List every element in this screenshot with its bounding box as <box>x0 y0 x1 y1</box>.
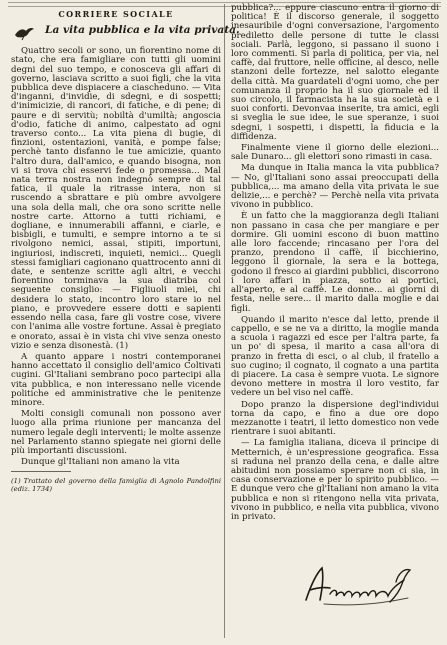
article-title: La vita pubblica e la vita privata. <box>45 24 240 37</box>
right-column <box>231 4 439 524</box>
right-paragraph-1: pubblica?... eppure ciascuno entra il giorno di politica! È il discorso generale, il soggetto inesauribile d'ogni conversazione, l'argomento prediletto delle persone di tutte le classi sociali. Parlà, leggono, si passano il suono i loro commenti. Si parla di politica, per via, nel caffè, dal fruttore, nelle officine, al desco, nelle stanzoni delle fortezze, nel salotto elegante della città. Ma guardateli d'ogni uomo, che per comunanza il proprio ha il suo giornale ed il suo circolo, il farmacista ha la sua società e i suoi conforti. Devonvaa inserite, tra amici, egli si sveglia le sue idee, le sue speranze, i suoi sdegni, i sospetti, i dispetti, la fiducia e la diffidenza. <box>231 3 439 142</box>
bird-ornament-icon <box>13 25 35 41</box>
left-paragraph-3: Molti consigli comunali non possono aver luogo alla prima riunione per mancanza del numero legale degli interventi; le molte assenze nel Parlamento stanno spiegate nei giorni delle più importanti discussioni. <box>11 409 221 456</box>
left-paragraph-2: A quanto appare i nostri contemporanei hanno accettato il consiglio dell'amico Coltivati cugini. Gl'Italiani sembrano poco partecipi alla vita pubblica, e non interessano nelle vicende politiche ed amministrative che le penitenze minore. <box>11 351 221 408</box>
section-label: CORRIERE SOCIALE <box>58 9 174 19</box>
left-paragraph-1: Quattro secoli or sono, un fiorentino nome di stato, che era famigliare con tutti gli uomini degni del suo tempo, e conosceva gli affari di governo, lasciava scritto a suoi figli, che la vita pubblica deve dispiacere a ciascheduno. — Vita d'inganni, d'invidie, di sdegni, e di sospetti; d'inimicizie, di rancori, di fatiche, e di pene; di paure e di servitù; nobiltà d'umiltà; angoscia d'odio, fatiche di animo, calpestato ad ogni traverso conto... La vita piena di bugie, di finzioni, ostentazioni, vanità, e pompe false; perchè tanto disfanno le tue amicizie, quanto l'altro dura, dall'amico, e quando bisogna, non vi si trova chi esservi fede o promessa... Mal nata terra nostra non indegnò sempre di tal fatica, il quale la ritrasse intera, non si ruscendo a sbrattare e più ombre avvolgere una sola della mali, che ora sono scritte nelle nostre carte. Attorno a tutti richiami, e dogliane, e innumerabili affanni, e ciarle, e bisbigli, e tumulti, e sempre intorno a te si rivolgono nemici, assai, stipiti, importuni, ingiuriosi, indiscreti, inquieti, nemici... Quegli stessi famigliari cagionano quattrocento anni di date, e sentenze scritte agli altri, e vecchi fiorentino torminava la sua diatriba col seguente consiglio: — Figliuoli miei, chi desidera lo stato, incontro loro stare io nel piano, e provvedere essere dotti e sapienti essendo nella casa, fare gli vostre cose, vivere con l'anima alle vostre fortune. Assai è pregiato e onorato, assai è in vista chi vive senza onesto vizio e senza disonestà. (1) <box>11 46 221 351</box>
right-paragraph-2: Finalmente viene il giorno delle elezioni... sale Dunaro... gli elettori sono rimasti in casa. <box>231 143 439 163</box>
right-paragraph-7: — La famiglia italiana, diceva il principe di Metternich, è un'espressione geografica. Essa si raduna nel pranzo della cena, e dalle altre abitudini non possiamo sperare non ci sia, in casa conservazione e per lo spirito pubblico. — E dunque vero che gl'Italiani non amano la vita pubblica e non si ritengono nella vita privata, vivono in pubblico, e nella vita pubblica, vivono in privato. <box>231 438 439 522</box>
right-paragraph-4: È un fatto che la maggioranza degli Italiani non passano in casa che per mangiare e per dormire. Gli uomini escono di buon mattino alle loro faccende; rincasano per l'ora del pranzo, prendono il caffè, il bicchierino, leggono il giornale, la sera e la bottega, godono il fresco ai giardini pubblici, discorrono i loro affari in piazza, sotto ai portici, all'aperto, e al caffè. Le donne... ai giorni di festa, nelle sere... il marito dalla moglie e dai figli. <box>231 211 439 314</box>
right-paragraph-6: Dopo pranzo la dispersione degl'individui torna da capo, e fino a due ore dopo mezzanotte i teatri, il letto domestico non vede rientrare i suoi abitanti. <box>231 399 439 438</box>
footnote-rule <box>11 471 71 472</box>
left-column <box>11 9 240 493</box>
right-paragraph-5: Quando il marito n'esce dal letto, prende il cappello, e se ne va a diritto, la moglie manda a scuola i ragazzi ed esce per l'altra parte, fa un po' di spesa, il marito a casa all'ora di pranzo in fretta di esci, o al club, il fratello a suo cugino; il cognato, il cognato a una partita di piacere. La casa è sempre vuota. Le signore devono mettere in mostra il loro vestito, far vedere un bel viso nel caffè. <box>231 314 439 399</box>
footnote: (1) Trattato del governo della famiglia di Agnolo Pandolfini (ediz. 1734) <box>11 477 221 493</box>
column-divider <box>224 4 225 638</box>
left-paragraph-4: Dunque gl'Italiani non amano la vita <box>21 457 180 468</box>
handwritten-signature <box>300 560 418 610</box>
right-paragraph-3: Ma dunque in Italia manca la vita pubblica? — No, gl'Italiani sono assai preoccupati della pubblica,... ma amano della vita privata le sue delizie,... e perchè? — Perchè nella vita privata vivono in pubblico. <box>231 163 439 211</box>
title-row <box>11 24 240 41</box>
